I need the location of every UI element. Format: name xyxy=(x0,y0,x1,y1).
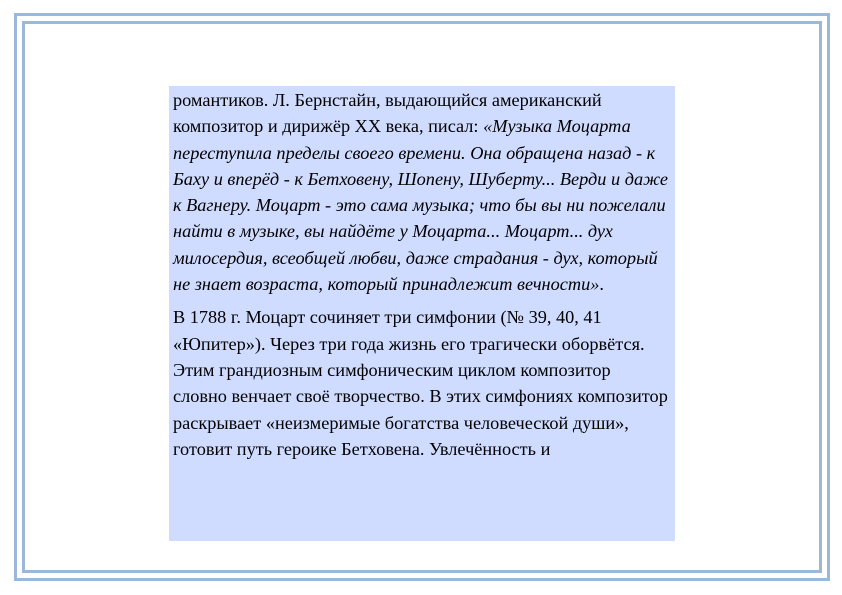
paragraph-1-end-punct: . xyxy=(599,274,604,295)
paragraph-bernstein-quote xyxy=(173,87,669,297)
bernstein-quote: «Музыка Моцарта переступила пределы своего времени. Она обращена назад - к Баху и вперёд - к Бетховену, Шопену, Шуберту... Верди и даже к Вагнеру. Моцарт - это сама музыка; что бы вы ни пожелали найти в музыке, вы найдёте у Моцарта... Моцарт... дух милосердия, всеобщей любви, даже страдания - дух, который не знает возраста, который принадлежит вечности» xyxy=(173,116,668,295)
paragraph-1-lead-text: романтиков. Л. Бернстайн, выдающийся американский композитор и дирижёр XX века, писал: xyxy=(173,90,602,137)
text-box xyxy=(169,86,675,541)
paragraph-symphonies: В 1788 г. Моцарт сочиняет три симфонии (№ 39, 40, 41 «Юпитер»). Через три года жизнь его трагически оборвётся. Этим грандиозным симфоническим циклом композитор словно венчает своё творчество. В этих симфониях композитор раскрывает «неизмеримые богатства человеческой души», готовит путь героике Бетховена. Увлечённость и xyxy=(173,307,668,459)
